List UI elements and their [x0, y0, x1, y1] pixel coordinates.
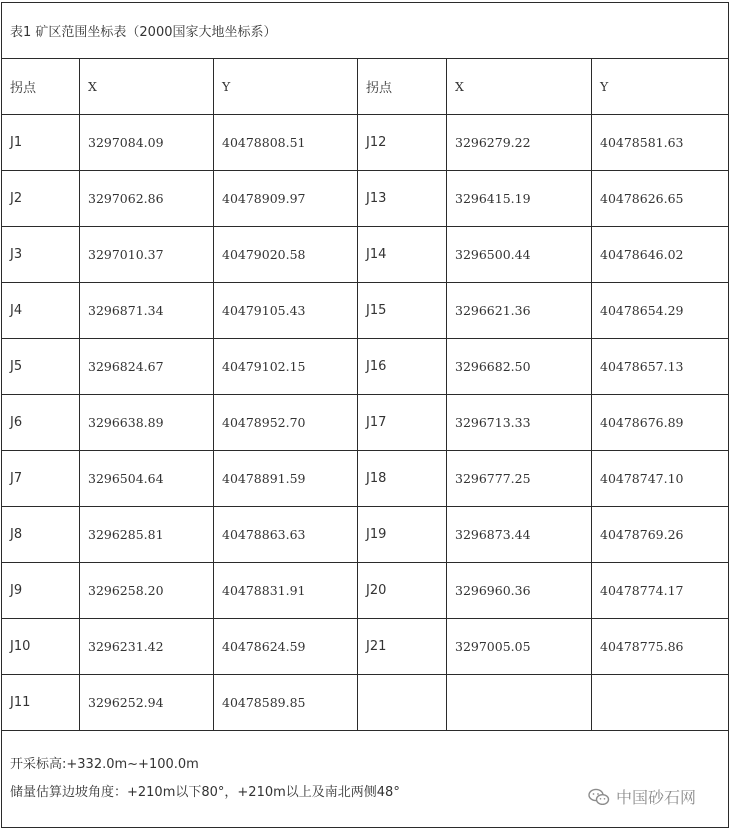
y-cell: 40478831.91 [214, 563, 358, 619]
table-row [2, 563, 729, 619]
y-cell: 40478774.17 [592, 563, 729, 619]
table-row [2, 115, 729, 171]
point-cell: J4 [2, 283, 80, 339]
x-cell: 3296500.44 [447, 227, 592, 283]
x-cell: 3296285.81 [80, 507, 214, 563]
y-cell: 40478626.65 [592, 171, 729, 227]
table-row [2, 283, 729, 339]
watermark-text: 中国砂石网 [616, 788, 697, 807]
point-cell: J2 [2, 171, 80, 227]
x-cell: 3296415.19 [447, 171, 592, 227]
header-cell: X [80, 59, 214, 115]
y-cell: 40478624.59 [214, 619, 358, 675]
y-cell: 40478676.89 [592, 395, 729, 451]
header-row [2, 59, 729, 115]
table-row [2, 619, 729, 675]
point-cell: J14 [358, 227, 447, 283]
y-cell: 40479102.15 [214, 339, 358, 395]
header-cell: 拐点 [358, 59, 447, 115]
header-cell: 拐点 [2, 59, 80, 115]
table-row [2, 395, 729, 451]
point-cell: J16 [358, 339, 447, 395]
point-cell: J11 [2, 675, 80, 731]
point-cell: J3 [2, 227, 80, 283]
point-cell: J6 [2, 395, 80, 451]
table-footer [2, 731, 729, 828]
table-row [2, 507, 729, 563]
point-cell: J10 [2, 619, 80, 675]
y-cell: 40478909.97 [214, 171, 358, 227]
header-cell: Y [592, 59, 729, 115]
table-row [2, 171, 729, 227]
header-cell: Y [214, 59, 358, 115]
x-cell: 3296682.50 [447, 339, 592, 395]
point-cell: J7 [2, 451, 80, 507]
point-cell: J15 [358, 283, 447, 339]
table-row [2, 339, 729, 395]
x-cell: 3296504.64 [80, 451, 214, 507]
x-cell: 3296824.67 [80, 339, 214, 395]
mining-elevation-note: 开采标高:+332.0m~+100.0m [10, 757, 199, 772]
point-cell: J13 [358, 171, 447, 227]
point-cell: J5 [2, 339, 80, 395]
wechat-icon [588, 788, 610, 806]
x-cell: 3296279.22 [447, 115, 592, 171]
point-cell: J18 [358, 451, 447, 507]
watermark [588, 785, 696, 808]
y-cell: 40479020.58 [214, 227, 358, 283]
y-cell: 40478747.10 [592, 451, 729, 507]
table-row [2, 675, 729, 731]
table-row [2, 227, 729, 283]
coordinate-table [1, 2, 729, 828]
point-cell: J9 [2, 563, 80, 619]
y-cell: 40478891.59 [214, 451, 358, 507]
y-cell: 40478654.29 [592, 283, 729, 339]
x-cell: 3297010.37 [80, 227, 214, 283]
point-cell: J19 [358, 507, 447, 563]
x-cell: 3296258.20 [80, 563, 214, 619]
x-cell: 3296231.42 [80, 619, 214, 675]
x-cell: 3297084.09 [80, 115, 214, 171]
x-cell: 3296252.94 [80, 675, 214, 731]
point-cell: J21 [358, 619, 447, 675]
y-cell: 40479105.43 [214, 283, 358, 339]
table-row [2, 451, 729, 507]
x-cell: 3297005.05 [447, 619, 592, 675]
point-cell: J12 [358, 115, 447, 171]
y-cell: 40478808.51 [214, 115, 358, 171]
x-cell: 3296871.34 [80, 283, 214, 339]
x-cell: 3296713.33 [447, 395, 592, 451]
point-cell: J20 [358, 563, 447, 619]
x-cell [447, 675, 592, 731]
x-cell: 3296960.36 [447, 563, 592, 619]
x-cell: 3297062.86 [80, 171, 214, 227]
x-cell: 3296873.44 [447, 507, 592, 563]
x-cell: 3296621.36 [447, 283, 592, 339]
y-cell: 40478863.63 [214, 507, 358, 563]
y-cell: 40478775.86 [592, 619, 729, 675]
y-cell: 40478657.13 [592, 339, 729, 395]
y-cell: 40478589.85 [214, 675, 358, 731]
y-cell: 40478646.02 [592, 227, 729, 283]
point-cell: J1 [2, 115, 80, 171]
y-cell: 40478769.26 [592, 507, 729, 563]
y-cell [592, 675, 729, 731]
header-cell: X [447, 59, 592, 115]
point-cell: J8 [2, 507, 80, 563]
y-cell: 40478952.70 [214, 395, 358, 451]
slope-angle-note: 储量估算边坡角度：+210m以下80°，+210m以上及南北两侧48° [10, 785, 400, 800]
point-cell: J17 [358, 395, 447, 451]
y-cell: 40478581.63 [592, 115, 729, 171]
table-title: 表1 矿区范围坐标表（2000国家大地坐标系） [2, 3, 729, 59]
point-cell [358, 675, 447, 731]
x-cell: 3296777.25 [447, 451, 592, 507]
x-cell: 3296638.89 [80, 395, 214, 451]
